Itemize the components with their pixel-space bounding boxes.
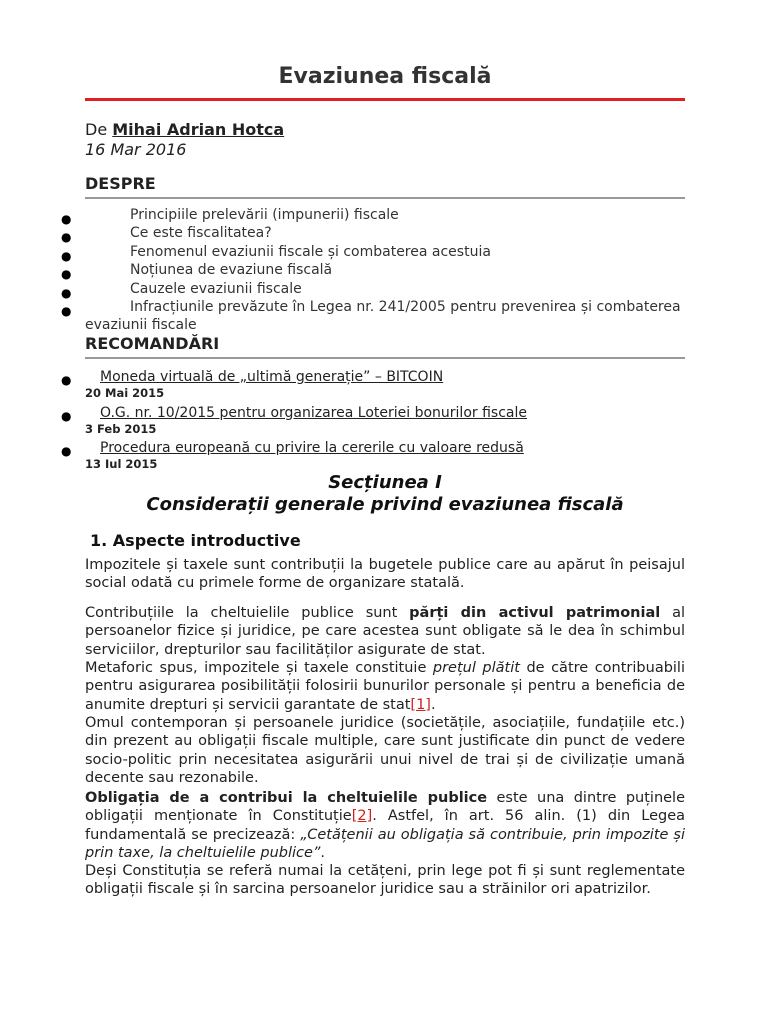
recommendation-date: 13 Iul 2015 xyxy=(85,457,158,471)
recommendation-link[interactable]: Procedura europeană cu privire la cererile cu valoare redusă xyxy=(100,440,524,456)
bullet-icon: ● xyxy=(61,230,72,245)
about-heading: DESPRE xyxy=(85,174,156,193)
about-item: ● Fenomenul evaziunii fiscale și combaterea acestuia xyxy=(85,243,685,261)
byline xyxy=(85,120,284,139)
recommendation-link[interactable]: O.G. nr. 10/2015 pentru organizarea Loteriei bonurilor fiscale xyxy=(100,404,527,421)
about-item: ● Cauzele evaziunii fiscale xyxy=(85,280,685,298)
title-underline xyxy=(85,98,685,101)
section-title xyxy=(85,472,685,516)
author-link[interactable]: Mihai Adrian Hotca xyxy=(112,120,285,139)
paragraph-6: Deși Constituția se referă numai la cetățeni, prin lege pot fi și sunt reglementate obligații fiscale și în sarcina persoanelor juridice sau a străinilor ori apatrizilor. xyxy=(85,863,685,898)
paragraph-1: Impozitele și taxele sunt contribuții la bugetele publice care au apărut în peisajul social odată cu primele forme de organizare statală. xyxy=(85,557,685,592)
section-subtitle: Considerații generale privind evaziunea fiscală xyxy=(146,494,624,515)
paragraph-5: Obligația de a contribui la cheltuielile publice este una dintre puținele obligații menționate în Constituție[2]. Astfel, în art. 56 alin. (1) din Legea fundamentală se precizează: „Cetățenii au obligația să contribuie, prin impozite și prin taxe, la cheltuielile publice”. xyxy=(85,790,686,862)
bullet-icon: ● xyxy=(61,267,72,282)
recommendation-link[interactable]: Moneda virtuală de „ultimă generație” – BITCOIN xyxy=(100,369,444,385)
about-item: ● Infracțiunile prevăzute în Legea nr. 241/2005 pentru prevenirea și combaterea evaziunii fiscale xyxy=(61,299,681,334)
recommendation-item xyxy=(61,404,685,440)
byline-prefix: De xyxy=(85,120,113,139)
bullet-icon: ● xyxy=(61,212,72,226)
bullet-icon: ● xyxy=(61,444,72,458)
about-item: ● Principiile prelevării (impunerii) fiscale xyxy=(85,206,685,224)
bullet-icon: ● xyxy=(61,373,72,387)
footnote-link-1[interactable]: [1] xyxy=(410,696,431,713)
subsection-heading: 1. Aspecte introductive xyxy=(90,531,301,550)
recommendations-divider xyxy=(85,357,685,359)
paragraph-2: Contribuțiile la cheltuielile publice sunt părți din activul patrimonial al persoanelor fizice și juridice, pe care acestea sunt obligate să le dea în schimbul serviciilor, drepturilor sau facilităților asigurate de stat. xyxy=(85,605,685,658)
about-item: ● Noțiunea de evaziune fiscală xyxy=(85,261,685,279)
about-divider xyxy=(85,197,685,199)
recommendation-date: 3 Feb 2015 xyxy=(85,421,157,436)
bullet-icon: ● xyxy=(61,304,72,319)
publish-date: 16 Mar 2016 xyxy=(85,140,187,159)
recommendations-list xyxy=(61,368,685,475)
about-item: ● Ce este fiscalitatea? xyxy=(85,224,685,242)
bullet-icon: ● xyxy=(61,285,72,300)
bullet-icon: ● xyxy=(61,248,72,263)
document-title: Evaziunea fiscală xyxy=(278,64,492,89)
recommendations-heading: RECOMANDĂRI xyxy=(85,334,220,353)
recommendation-date: 20 Mai 2015 xyxy=(85,386,165,400)
bullet-icon: ● xyxy=(61,408,72,423)
paragraph-3: Metaforic spus, impozitele și taxele constituie prețul plătit de către contribuabili pentru asigurarea posibilității folosirii bunurilor personale și pentru a beneficia de anumite drepturi și servicii garantate de stat[1]. xyxy=(85,660,685,713)
recommendation-item xyxy=(61,368,685,404)
section-number: Secțiunea I xyxy=(328,472,442,493)
recommendation-item xyxy=(61,439,685,475)
about-list xyxy=(61,206,685,335)
footnote-link-2[interactable]: [2] xyxy=(351,808,373,825)
paragraph-4: Omul contemporan și persoanele juridice (societățile, asociațiile, fundațiile etc.) din prezent au obligații fiscale multiple, care sunt justificate din punct de vedere socio-politic prin necesitatea asigurării unui nivel de trai și de civilizație umană decente sau rezonabile. xyxy=(85,715,685,787)
